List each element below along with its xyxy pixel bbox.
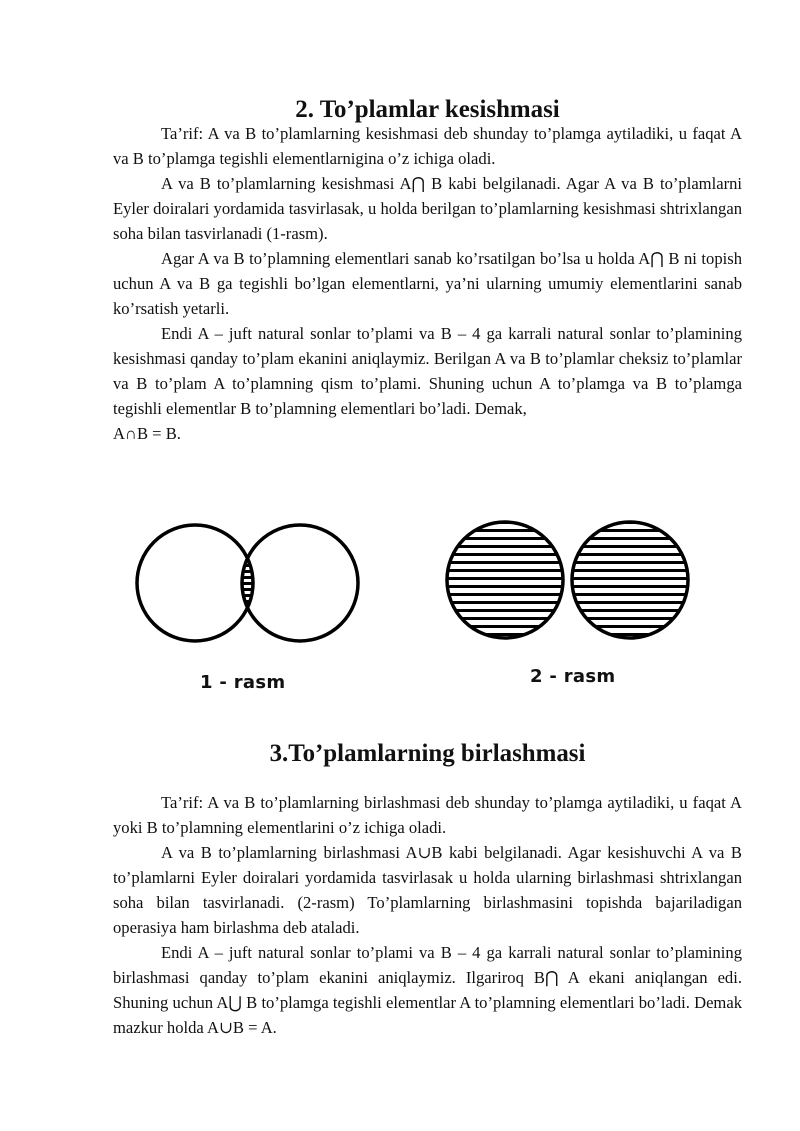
venn-union-figure — [440, 505, 700, 655]
definition-paragraph: Ta’rif: A va B to’plamlarning kesishmasi deb shunday to’plamga aytiladiki, u faqat A va B to’plamga tegishli elementlarnigina o’z ichiga oladi. — [113, 124, 742, 168]
enumeration-paragraph: Agar A va B to’plamning elementlari sanab ko’rsatilgan bo’lsa u holda A⋂ B ni topish uchun A va B ga tegishli bo’lgan elementlarni, ya’ni ularning umumiy elementlarini sanab ko’rsatish yetarli. — [113, 249, 742, 318]
example-paragraph: Endi A – juft natural sonlar to’plami va B – 4 ga karrali natural sonlar to’plamining birlashmasi qanday to’plam ekanini aniqlaymiz. Ilgariroq B⋂ A ekani aniqlangan edi. Shuning uchun A⋃ B to’plamga tegishli elementlar A to’plamning elementlari bo’ladi. Demak mazkur holda A∪B = A. — [113, 943, 742, 1037]
section-2-body — [113, 121, 742, 446]
set-a-circle — [137, 525, 253, 641]
section-3-body — [113, 790, 742, 1040]
formula-line: A∩B = B. — [113, 424, 181, 443]
definition-paragraph: Ta’rif: A va B to’plamlarning birlashmasi deb shunday to’plamga aytiladiki, u faqat A yoki B to’plamning elementlarini o’z ichiga oladi. — [113, 793, 742, 837]
venn-intersection-figure — [125, 510, 365, 660]
notation-paragraph: A va B to’plamlarning kesishmasi A⋂ B kabi belgilanadi. Agar A va B to’plamlarni Eyler doiralari yordamida tasvirlasak, u holda berilgan to’plamlarning kesishmasi shtrixlangan soha bilan tasvirlanadi (1-rasm). — [113, 174, 742, 243]
notation-paragraph: A va B to’plamlarning birlashmasi A∪B kabi belgilanadi. Agar kesishuvchi A va B to’plamlarni Eyler doiralari yordamida tasvirlasak u holda ularning birlashmasi shtrixlangan soha bilan tasvirlanadi. (2-rasm) To’plamlarning birlashmasini topishda bajariladigan operasiya ham birlashma deb ataladi. — [113, 843, 742, 937]
section-3-title: 3.To’plamlarning birlashmasi — [269, 740, 586, 767]
example-paragraph: Endi A – juft natural sonlar to’plami va B – 4 ga karrali natural sonlar to’plamining kesishmasi qanday to’plam ekanini aniqlaymiz. Berilgan A va B to’plamlar cheksiz to’plamlar va B to’plam A to’plamning qism to’plami. Shuning uchun A to’plamga va B to’plamga tegishli elementlar B to’plamning elementlari bo’ladi. Demak, — [113, 324, 742, 418]
figure-2-caption: 2 - rasm — [530, 666, 616, 687]
section-2-title: 2. To’plamlar kesishmasi — [295, 96, 560, 123]
set-b-circle — [242, 525, 358, 641]
figure-1-caption: 1 - rasm — [200, 672, 286, 693]
union-hatched-region — [447, 522, 688, 638]
